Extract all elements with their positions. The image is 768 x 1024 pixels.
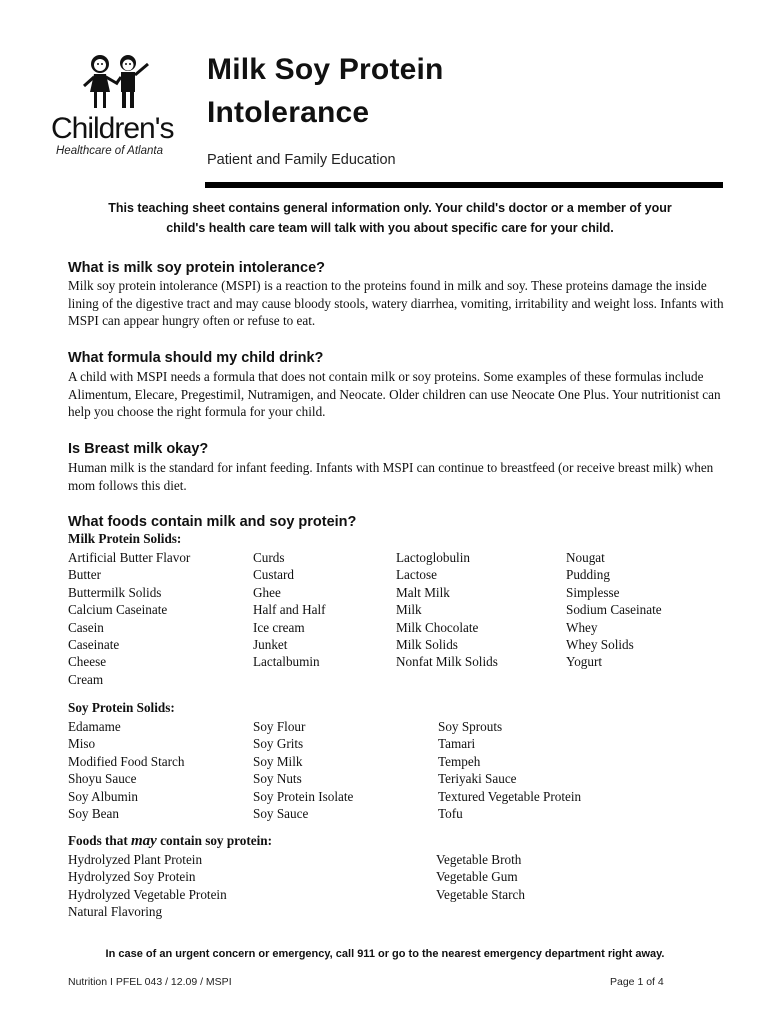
list-item: Tempeh bbox=[438, 753, 481, 769]
list-item: Calcium Caseinate bbox=[68, 602, 168, 618]
list-item: Caseinate bbox=[68, 636, 120, 652]
list-item: Natural Flavoring bbox=[68, 904, 163, 920]
logo-tagline: Healthcare of Atlanta bbox=[56, 145, 163, 157]
paragraph-formula: A child with MSPI needs a formula that does not contain milk or soy proteins. Some examples of these formulas include Alimentum, Elecare, Pregestimil, Nutramigen, and Neocate. Older children can use Neocate One Plus. Your nutritionist can help you choose the right formula for your child. bbox=[68, 369, 721, 419]
list-item: Modified Food Starch bbox=[68, 753, 185, 769]
list-item: Milk bbox=[396, 602, 422, 618]
list-item: Butter bbox=[68, 567, 101, 583]
list-item: Casein bbox=[68, 619, 104, 635]
soy-solids-label: Soy Protein Solids: bbox=[68, 700, 175, 715]
may-list-col-2 bbox=[436, 851, 525, 903]
soy-list-col-1 bbox=[68, 718, 184, 822]
notice-line-1: This teaching sheet contains general information only. Your child's doctor or a member of your bbox=[108, 201, 672, 215]
notice-line-2: child's health care team will talk with you about specific care for your child. bbox=[166, 221, 614, 235]
list-item: Artificial Butter Flavor bbox=[68, 550, 191, 565]
may-label-em: may bbox=[131, 833, 157, 849]
emergency-notice: In case of an urgent concern or emergency, call 911 or go to the nearest emergency department right away. bbox=[105, 948, 665, 960]
list-item: Milk Solids bbox=[396, 636, 458, 652]
list-item: Teriyaki Sauce bbox=[438, 771, 517, 787]
list-item: Vegetable Gum bbox=[436, 869, 518, 885]
list-item: Soy Sauce bbox=[253, 805, 309, 821]
paragraph-breast-milk: Human milk is the standard for infant feeding. Infants with MSPI can continue to breastfeed (or receive breast milk) when mom follows this diet. bbox=[68, 460, 714, 493]
list-item: Buttermilk Solids bbox=[68, 584, 162, 600]
soy-list-col-3 bbox=[438, 718, 581, 822]
list-item: Ice cream bbox=[253, 619, 305, 635]
soy-list-col-2 bbox=[253, 718, 353, 822]
list-item: Vegetable Broth bbox=[436, 852, 522, 867]
list-item: Textured Vegetable Protein bbox=[438, 788, 582, 804]
list-item: Lactoglobulin bbox=[396, 550, 470, 565]
list-item: Soy Protein Isolate bbox=[253, 788, 354, 804]
list-item: Whey Solids bbox=[566, 636, 634, 652]
milk-list-col-3 bbox=[396, 549, 498, 671]
may-label-post: contain soy protein: bbox=[160, 833, 272, 848]
list-item: Shoyu Sauce bbox=[68, 771, 137, 787]
list-item: Curds bbox=[253, 550, 285, 565]
list-item: Soy Bean bbox=[68, 805, 119, 821]
list-item: Vegetable Starch bbox=[436, 886, 525, 902]
list-item: Hydrolyzed Plant Protein bbox=[68, 852, 203, 867]
heading-foods: What foods contain milk and soy protein? bbox=[68, 514, 357, 530]
list-item: Soy Nuts bbox=[253, 771, 302, 787]
may-list-col-1 bbox=[68, 851, 227, 921]
list-item: Ghee bbox=[253, 584, 281, 600]
list-item: Lactalbumin bbox=[253, 654, 320, 670]
list-item: Hydrolyzed Soy Protein bbox=[68, 869, 196, 885]
list-item: Edamame bbox=[68, 719, 121, 734]
heading-breast-milk: Is Breast milk okay? bbox=[68, 441, 209, 457]
page-subtitle: Patient and Family Education bbox=[207, 152, 396, 168]
logo-wordmark: Children's bbox=[51, 112, 174, 145]
title-line-2: Intolerance bbox=[207, 96, 370, 129]
list-item: Soy Sprouts bbox=[438, 719, 503, 734]
title-line-1: Milk Soy Protein bbox=[207, 53, 444, 86]
list-item: Simplesse bbox=[566, 584, 620, 600]
list-item: Milk Chocolate bbox=[396, 619, 479, 635]
may-contain-label bbox=[68, 833, 272, 850]
page-title bbox=[207, 48, 444, 134]
heading-what-is-mspi: What is milk soy protein intolerance? bbox=[68, 260, 326, 276]
list-item: Lactose bbox=[396, 567, 438, 583]
list-item: Tamari bbox=[438, 736, 476, 752]
list-item: Half and Half bbox=[253, 602, 326, 618]
children-figures-icon bbox=[80, 50, 160, 112]
list-item: Junket bbox=[253, 636, 288, 652]
page-number: Page 1 of 4 bbox=[610, 976, 664, 988]
list-item: Cream bbox=[68, 671, 104, 687]
list-item: Pudding bbox=[566, 567, 610, 583]
list-item: Soy Flour bbox=[253, 719, 306, 734]
milk-solids-label: Milk Protein Solids: bbox=[68, 531, 182, 546]
paragraph-what-is-mspi: Milk soy protein intolerance (MSPI) is a reaction to the proteins found in milk and soy. These proteins damage the inside lining of the digestive tract and may cause bloody stools, watery diarrhea, vomiting, irritability and weight loss. Infants with MSPI can appear hungry often or refuse to eat. bbox=[68, 278, 724, 328]
general-info-notice bbox=[90, 198, 690, 238]
list-item: Sodium Caseinate bbox=[566, 602, 662, 618]
milk-list-col-4 bbox=[566, 549, 662, 671]
list-item: Nougat bbox=[566, 550, 605, 565]
list-item: Miso bbox=[68, 736, 96, 752]
may-label-pre: Foods that bbox=[68, 833, 128, 848]
list-item: Soy Milk bbox=[253, 753, 303, 769]
milk-list-col-2 bbox=[253, 549, 326, 671]
list-item: Soy Grits bbox=[253, 736, 304, 752]
list-item: Yogurt bbox=[566, 654, 603, 670]
milk-list-col-1 bbox=[68, 549, 190, 688]
list-item: Nonfat Milk Solids bbox=[396, 654, 498, 670]
list-item: Custard bbox=[253, 567, 295, 583]
list-item: Soy Albumin bbox=[68, 788, 138, 804]
heading-formula: What formula should my child drink? bbox=[68, 350, 324, 366]
header-rule bbox=[205, 182, 723, 188]
list-item: Hydrolyzed Vegetable Protein bbox=[68, 886, 227, 902]
list-item: Cheese bbox=[68, 654, 107, 670]
document-code: Nutrition I PFEL 043 / 12.09 / MSPI bbox=[68, 976, 232, 988]
list-item: Whey bbox=[566, 619, 598, 635]
list-item: Tofu bbox=[438, 805, 463, 821]
list-item: Malt Milk bbox=[396, 584, 450, 600]
childrens-logo bbox=[50, 48, 190, 163]
